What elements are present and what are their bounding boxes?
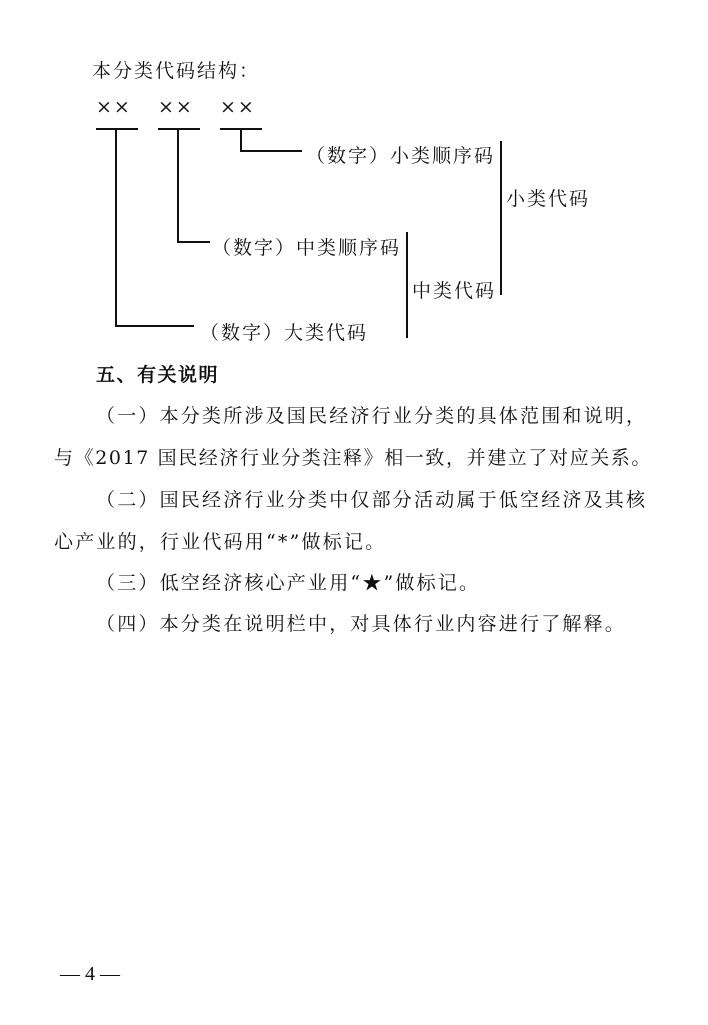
- paragraph-3: （三）低空经济核心产业用“★”做标记。: [96, 572, 481, 594]
- connector-mid-vertical: [177, 129, 179, 242]
- label-mid-code: 中类代码: [412, 280, 497, 302]
- structure-title: 本分类代码结构：: [92, 60, 261, 82]
- paragraph-2-line-1: （二）国民经济行业分类中仅部分活动属于低空经济及其核: [96, 489, 648, 511]
- code-group-mid: ××: [158, 96, 194, 118]
- connector-mid-horizontal: [177, 241, 210, 243]
- label-small-code: 小类代码: [506, 188, 591, 210]
- paragraph-1-line-1: （一）本分类所涉及国民经济行业分类的具体范围和说明，: [96, 405, 648, 427]
- underline-large: [96, 128, 138, 130]
- label-mid-seq: （数字）中类顺序码: [212, 237, 402, 259]
- connector-large-vertical: [115, 129, 117, 326]
- connector-small-horizontal: [240, 150, 302, 152]
- code-group-small: ××: [220, 96, 256, 118]
- page-number: — 4 —: [60, 963, 120, 985]
- paragraph-1-line-2: 与《2017 国民经济行业分类注释》相一致，并建立了对应关系。: [54, 447, 652, 469]
- connector-small-vertical: [240, 129, 242, 151]
- underline-mid: [158, 128, 200, 130]
- code-group-large: ××: [96, 96, 132, 118]
- label-large-code: （数字）大类代码: [200, 322, 369, 344]
- paragraph-4: （四）本分类在说明栏中，对具体行业内容进行了解释。: [96, 613, 627, 635]
- bracket-small-code: [500, 141, 502, 295]
- connector-large-horizontal: [115, 325, 194, 327]
- section-heading: 五、有关说明: [96, 364, 220, 386]
- paragraph-2-line-2: 心产业的，行业代码用“*”做标记。: [54, 531, 387, 553]
- bracket-mid-code: [406, 232, 408, 338]
- label-small-seq: （数字）小类顺序码: [306, 145, 496, 167]
